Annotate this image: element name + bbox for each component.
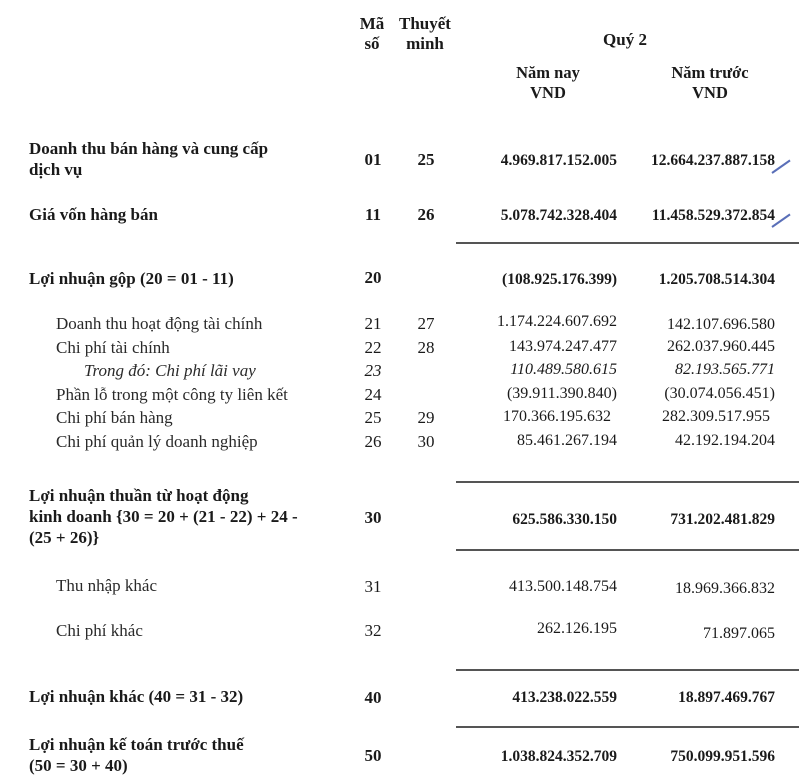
header-col-prior <box>650 63 770 103</box>
row-current-value: 413.238.022.559 <box>512 689 617 706</box>
row-code: 24 <box>364 385 382 404</box>
row-note: 27 <box>417 314 435 333</box>
row-current-value: 143.974.247.477 <box>509 338 617 355</box>
row-prior-value: 282.309.517.955 <box>662 408 770 425</box>
row-label-11: Giá vốn hàng bán <box>29 205 158 224</box>
row-current-value: 4.969.817.152.005 <box>500 152 617 169</box>
header-thuyet-minh <box>392 14 458 54</box>
row-code: 01 <box>364 150 382 169</box>
row-code: 32 <box>364 621 382 640</box>
row-prior-value: 18.897.469.767 <box>678 689 775 706</box>
row-label-30 <box>29 485 298 548</box>
row-label-24: Phần lỗ trong một công ty liên kết <box>56 385 288 404</box>
row-prior-value: 1.205.708.514.304 <box>658 271 775 288</box>
row-current-value: (39.911.390.840) <box>506 385 617 402</box>
subtotal-rule <box>456 242 799 244</box>
row-note: 26 <box>417 205 435 224</box>
header-col-current <box>488 63 608 103</box>
header-ma-so <box>352 14 392 54</box>
row-label-line: Lợi nhuận thuần từ hoạt động <box>29 486 249 505</box>
row-prior-value: 82.193.565.771 <box>675 361 775 378</box>
row-code: 23 <box>364 361 382 380</box>
row-current-value: 1.174.224.607.692 <box>497 313 617 330</box>
header-col-current-line2: VND <box>530 83 566 102</box>
row-label-32: Chi phí khác <box>56 621 143 640</box>
row-note: 28 <box>417 338 435 357</box>
header-ma-so-line1: Mã <box>359 14 385 33</box>
header-ma-so-line2: số <box>364 34 380 53</box>
row-label-31: Thu nhập khác <box>56 576 158 595</box>
row-current-value: 110.489.580.615 <box>510 361 617 378</box>
row-current-value: (108.925.176.399) <box>502 271 617 288</box>
row-current-value: 625.586.330.150 <box>512 511 617 528</box>
row-code: 20 <box>364 268 382 287</box>
row-code: 11 <box>364 205 382 224</box>
row-current-value: 85.461.267.194 <box>517 432 617 449</box>
row-current-value: 170.366.195.632 <box>503 408 611 425</box>
header-col-current-line1: Năm nay <box>516 63 580 82</box>
row-note: 30 <box>417 432 435 451</box>
row-label-23: Trong đó: Chi phí lãi vay <box>84 361 256 380</box>
row-code: 21 <box>364 314 382 333</box>
row-label-line: (25 + 26)} <box>29 528 100 547</box>
row-label-line: (50 = 30 + 40) <box>29 756 128 775</box>
row-current-value: 413.500.148.754 <box>509 578 617 595</box>
header-col-prior-line2: VND <box>692 83 728 102</box>
row-label-line: dịch vụ <box>29 160 83 179</box>
header-thuyet-minh-line1: Thuyết <box>399 14 451 33</box>
row-prior-value: 731.202.481.829 <box>670 511 775 528</box>
row-prior-value: 750.099.951.596 <box>670 748 775 765</box>
row-label-50 <box>29 734 244 776</box>
subtotal-rule <box>456 481 799 483</box>
row-current-value: 5.078.742.328.404 <box>500 207 617 224</box>
row-note: 25 <box>417 150 435 169</box>
subtotal-rule <box>456 726 799 728</box>
row-prior-value: (30.074.056.451) <box>664 385 775 402</box>
header-period: Quý 2 <box>603 30 647 49</box>
row-prior-value: 142.107.696.580 <box>667 316 775 333</box>
row-current-value: 1.038.824.352.709 <box>500 748 617 765</box>
subtotal-rule <box>456 669 799 671</box>
row-note: 29 <box>417 408 435 427</box>
row-label-line: Doanh thu bán hàng và cung cấp <box>29 139 269 158</box>
subtotal-rule <box>456 549 799 551</box>
row-code: 26 <box>364 432 382 451</box>
row-current-value: 262.126.195 <box>537 620 617 637</box>
row-code: 40 <box>364 688 382 707</box>
row-label-25: Chi phí bán hàng <box>56 408 173 427</box>
header-col-prior-line1: Năm trước <box>671 63 749 82</box>
row-label-line: Lợi nhuận kế toán trước thuế <box>29 735 244 754</box>
row-prior-value: 262.037.960.445 <box>667 338 775 355</box>
row-prior-value: 18.969.366.832 <box>675 580 775 597</box>
row-code: 22 <box>364 338 382 357</box>
row-label-20: Lợi nhuận gộp (20 = 01 - 11) <box>29 269 234 288</box>
row-code: 25 <box>364 408 382 427</box>
row-prior-value: 12.664.237.887.158 <box>651 152 775 169</box>
row-code: 31 <box>364 577 382 596</box>
row-label-01 <box>29 138 268 180</box>
row-code: 50 <box>364 746 382 765</box>
row-code: 30 <box>364 508 382 527</box>
row-label-40: Lợi nhuận khác (40 = 31 - 32) <box>29 687 244 706</box>
row-label-21: Doanh thu hoạt động tài chính <box>56 314 263 333</box>
row-label-26: Chi phí quản lý doanh nghiệp <box>56 432 258 451</box>
header-thuyet-minh-line2: minh <box>406 34 444 53</box>
row-prior-value: 11.458.529.372.854 <box>651 207 775 224</box>
row-prior-value: 42.192.194.204 <box>675 432 775 449</box>
row-label-line: kinh doanh {30 = 20 + (21 - 22) + 24 - <box>29 507 298 526</box>
row-prior-value: 71.897.065 <box>703 625 775 642</box>
row-label-22: Chi phí tài chính <box>56 338 170 357</box>
